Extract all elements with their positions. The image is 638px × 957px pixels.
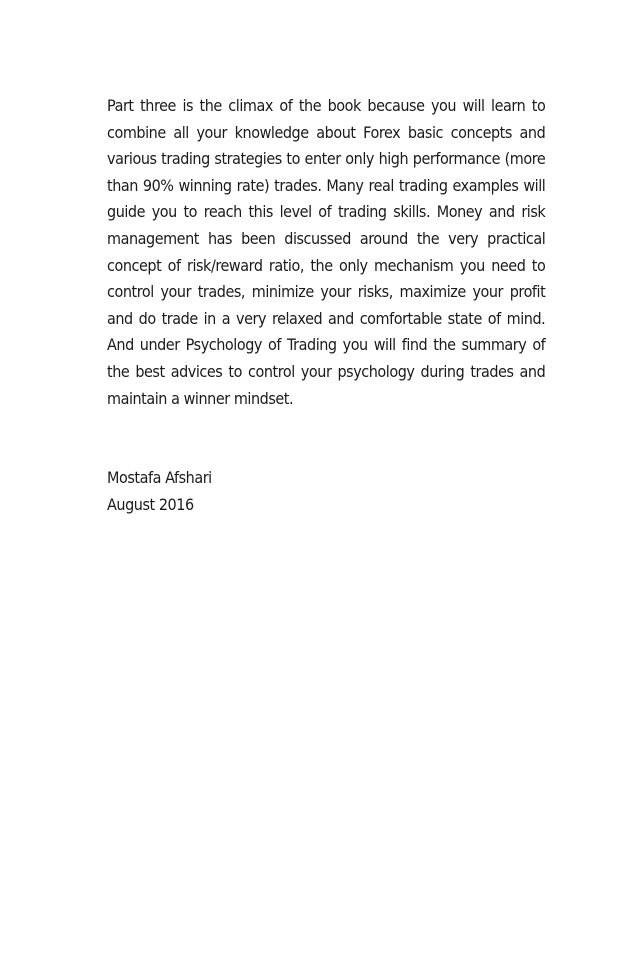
body-paragraph: Part three is the climax of the book because you will learn to combine all your knowledge about Forex basic concepts and various trading strategies to enter only high performance (more than 90% winning rate) trades. Many real trading examples will guide you to reach this level of trading skills. Money and risk management has been discussed around the very practical concept of risk/reward ratio, the only mechanism you need to control your trades, minimize your risks, maximize your profit and do trade in a very relaxed and comfortable state of mind. And under Psychology of Trading you will find the summary of the best advices to control your psychology during trades and maintain a winner mindset. bbox=[107, 96, 546, 408]
signature-block bbox=[107, 465, 212, 518]
author-name: Mostafa Afshari bbox=[107, 468, 212, 487]
date-line: August 2016 bbox=[107, 494, 194, 514]
